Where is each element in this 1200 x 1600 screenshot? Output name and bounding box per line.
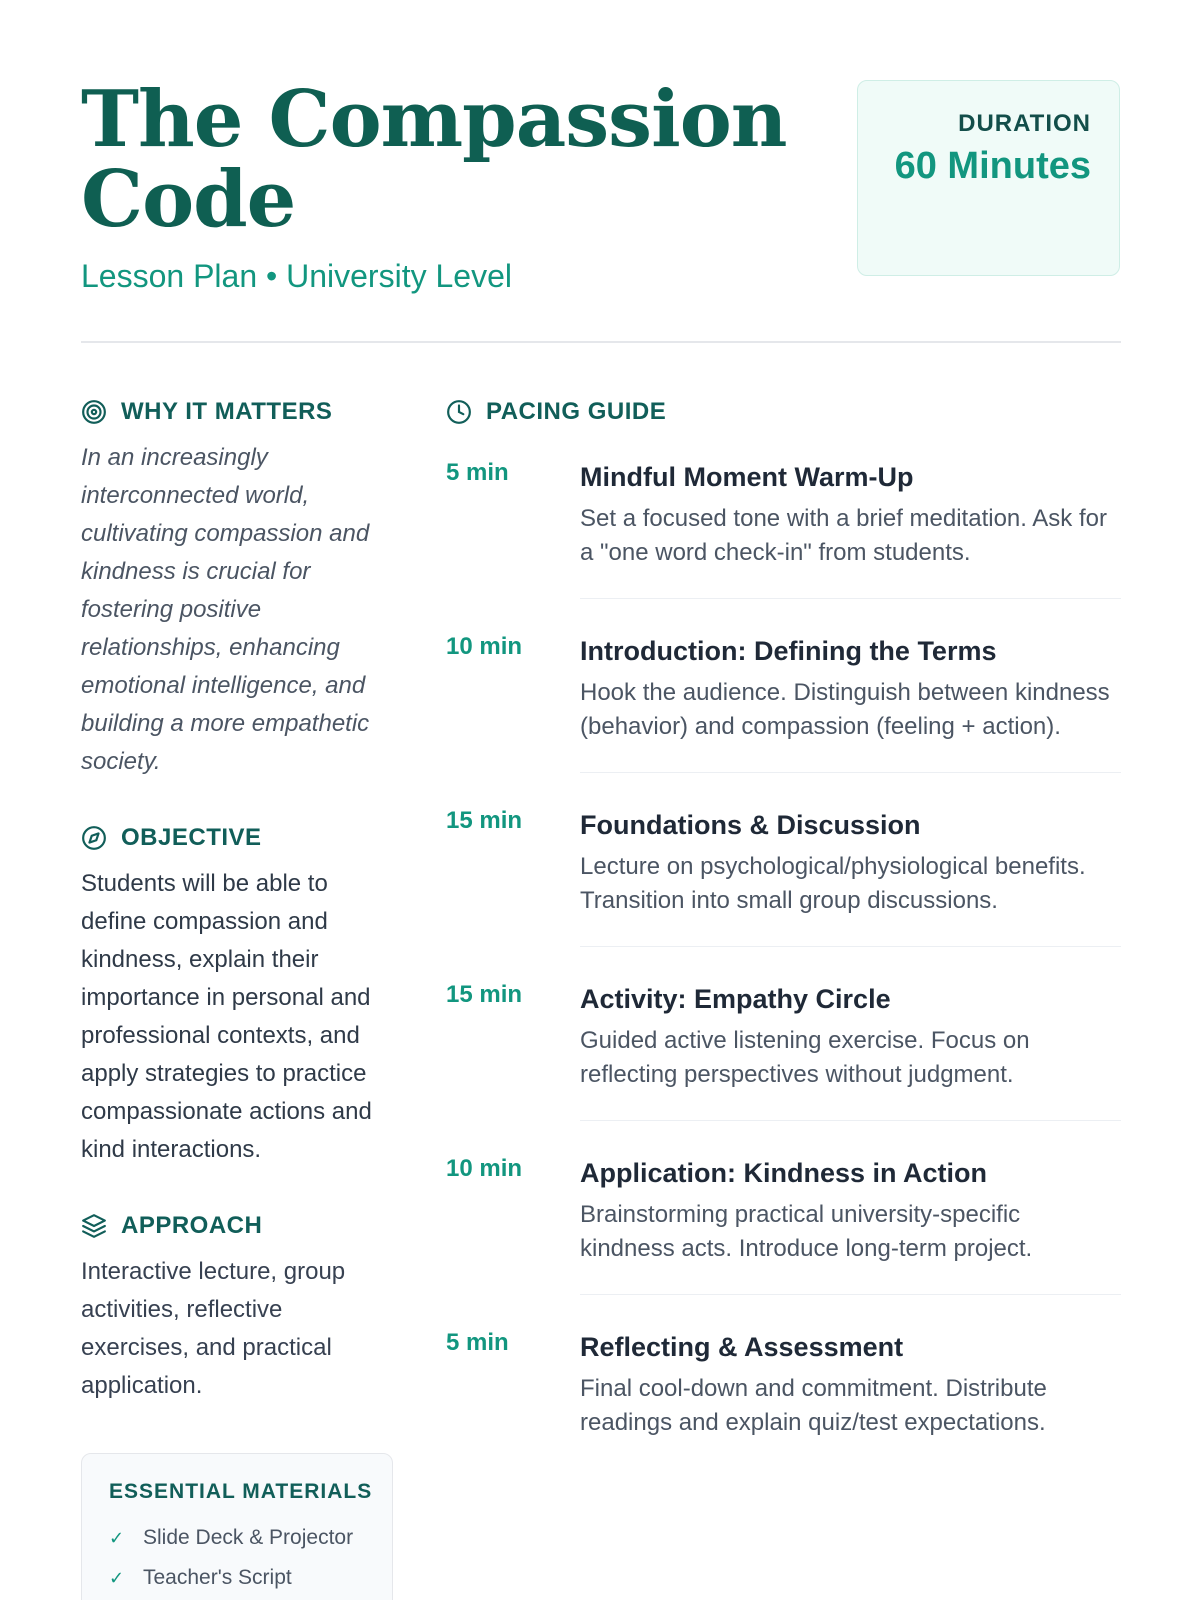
clock-icon <box>446 399 472 425</box>
pacing-item-time: 5 min <box>446 1329 509 1356</box>
why-it-matters-title: WHY IT MATTERS <box>121 398 333 425</box>
material-item <box>109 1558 392 1598</box>
pacing-item-title: Mindful Moment Warm-Up <box>580 462 914 492</box>
pacing-item <box>446 1295 1121 1468</box>
lesson-header <box>81 74 1121 342</box>
material-item-label: Teacher's Script <box>143 1566 292 1589</box>
material-item <box>109 1518 392 1558</box>
essential-materials-card <box>81 1453 393 1600</box>
page-title: The Compassion Code <box>81 74 787 245</box>
pacing-item <box>446 459 1121 599</box>
pacing-item-title: Application: Kindness in Action <box>580 1158 988 1188</box>
materials-title: ESSENTIAL MATERIALS <box>109 1480 373 1503</box>
approach-title: APPROACH <box>121 1212 263 1239</box>
approach-text: Interactive lecture, group activities, reflective exercises, and practical application. <box>81 1258 346 1399</box>
compass-icon <box>81 825 107 851</box>
pacing-guide-title: PACING GUIDE <box>486 398 667 425</box>
pacing-item <box>446 773 1121 947</box>
pacing-item-time: 10 min <box>446 1155 523 1182</box>
approach-heading <box>81 1209 393 1243</box>
duration-value: 60 Minutes <box>894 145 1091 187</box>
pacing-item-title: Introduction: Defining the Terms <box>580 636 997 666</box>
pacing-item-title: Activity: Empathy Circle <box>580 984 891 1014</box>
pacing-item-description: Brainstorming practical university-specific kindness acts. Introduce long-term project. <box>580 1201 1033 1262</box>
check-icon: ✓ <box>109 1527 125 1548</box>
pacing-item-description: Final cool-down and commitment. Distribute readings and explain quiz/test expectations. <box>580 1375 1047 1436</box>
pacing-item-time: 5 min <box>446 459 509 486</box>
header-divider <box>81 341 1121 343</box>
pacing-item-title: Foundations & Discussion <box>580 810 921 840</box>
target-icon <box>81 399 107 425</box>
objective-heading <box>81 821 393 855</box>
pacing-item <box>446 599 1121 773</box>
pacing-item-description: Guided active listening exercise. Focus on reflecting perspectives without judgment. <box>580 1027 1030 1088</box>
objective-text: Students will be able to define compassion and kindness, explain their importance in personal and professional contexts, and apply strategies to practice compassionate actions and kind interactions. <box>81 870 372 1163</box>
pacing-item-description: Hook the audience. Distinguish between kindness (behavior) and compassion (feeling + action). <box>580 679 1110 740</box>
duration-card <box>857 80 1120 276</box>
objective-title: OBJECTIVE <box>121 824 262 851</box>
pacing-item-description: Set a focused tone with a brief meditation. Ask for a "one word check-in" from students. <box>580 505 1107 566</box>
right-column <box>446 395 1121 1468</box>
pacing-item-title: Reflecting & Assessment <box>580 1332 904 1362</box>
pacing-item <box>446 947 1121 1121</box>
pacing-item-time: 15 min <box>446 981 523 1008</box>
why-it-matters-heading <box>81 395 393 429</box>
duration-label: DURATION <box>958 110 1091 137</box>
why-it-matters-text: In an increasingly interconnected world, cultivating compassion and kindness is crucial for fostering positive relationships, enhancing emotional intelligence, and building a more empathetic society. <box>81 444 370 775</box>
pacing-item <box>446 1121 1121 1295</box>
pacing-item-description: Lecture on psychological/physiological benefits. Transition into small group discussions. <box>580 853 1086 914</box>
left-column <box>81 395 393 1405</box>
pacing-item-time: 15 min <box>446 807 523 834</box>
layers-icon <box>81 1213 107 1239</box>
pacing-guide-heading <box>446 395 1121 429</box>
pacing-item-time: 10 min <box>446 633 523 660</box>
check-icon: ✓ <box>109 1567 125 1588</box>
material-item-label: Slide Deck & Projector <box>143 1526 354 1549</box>
page-subtitle: Lesson Plan • University Level <box>81 258 512 294</box>
